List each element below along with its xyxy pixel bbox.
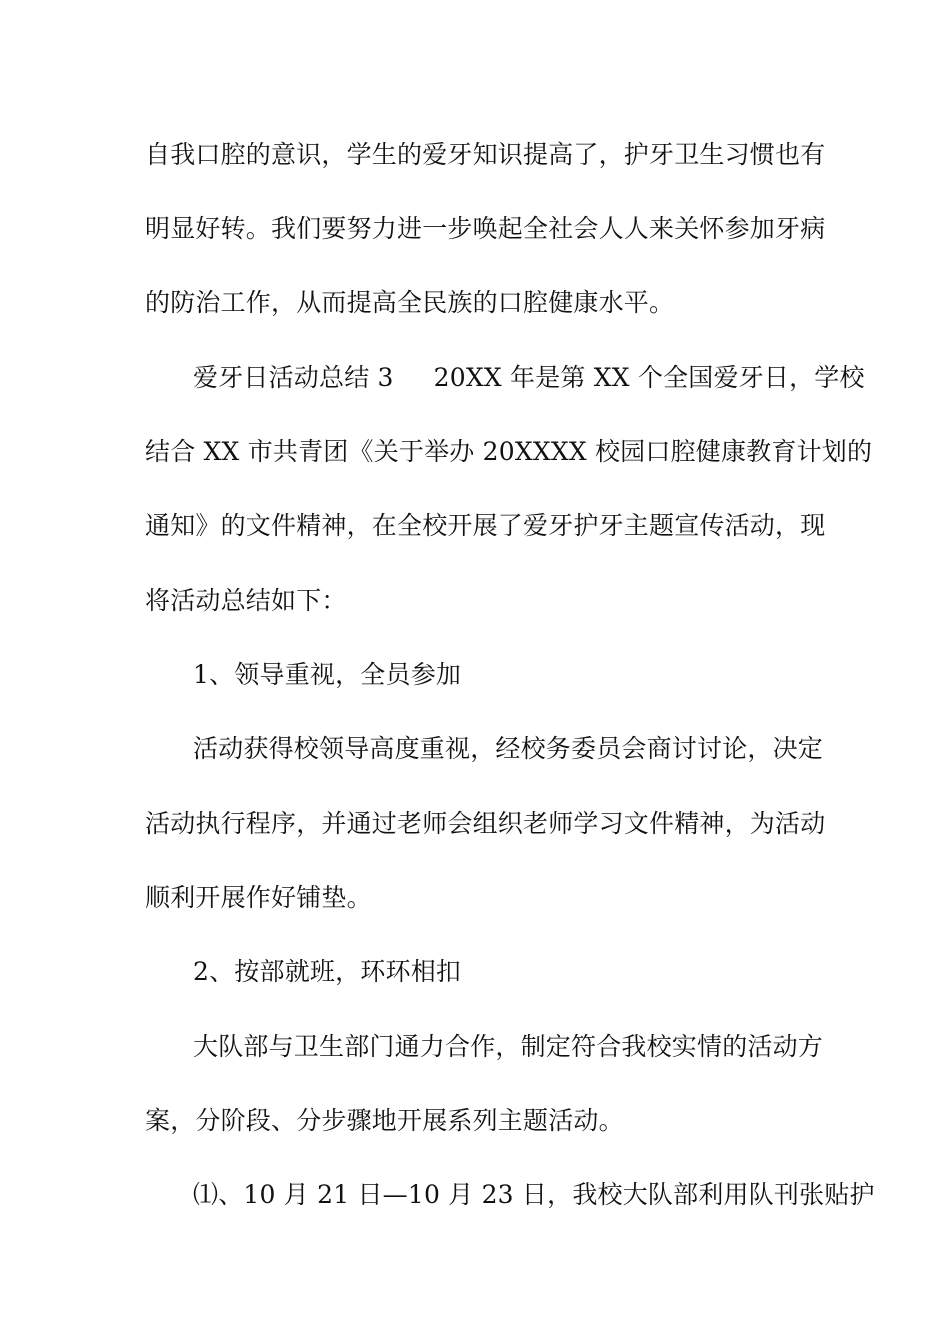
paragraph-line: 案，分阶段、分步骤地开展系列主题活动。 [145, 1106, 624, 1135]
section-heading-line [193, 361, 865, 395]
section-intro: 20XX 年是第 XX 个全国爱牙日，学校 [433, 363, 865, 392]
section-title: 爱牙日活动总结 3 [193, 363, 394, 392]
paragraph-line: 的防治工作，从而提高全民族的口腔健康水平。 [145, 288, 675, 317]
paragraph-line: 活动执行程序，并通过老师会组织老师学习文件精神，为活动 [145, 809, 826, 838]
paragraph-line: 将活动总结如下： [145, 586, 347, 615]
paragraph-line: 明显好转。我们要努力进一步唤起全社会人人来关怀参加牙病 [145, 214, 826, 243]
paragraph-line: 通知》的文件精神，在全校开展了爱牙护牙主题宣传活动，现 [145, 511, 826, 540]
paragraph-line: 活动获得校领导高度重视，经校务委员会商讨讨论，决定 [193, 734, 824, 763]
paragraph-line: 自我口腔的意识，学生的爱牙知识提高了，护牙卫生习惯也有 [145, 140, 826, 169]
subheading-line: 1、领导重视，全员参加 [193, 660, 462, 689]
paragraph-line: ⑴、10 月 21 日—10 月 23 日，我校大队部利用队刊张贴护 [193, 1180, 875, 1209]
paragraph-line: 大队部与卫生部门通力合作，制定符合我校实情的活动方 [193, 1032, 824, 1061]
paragraph-line: 顺利开展作好铺垫。 [145, 883, 372, 912]
paragraph-line: 结合 XX 市共青团《关于举办 20XXXX 校园口腔健康教育计划的 [145, 437, 873, 466]
subheading-line: 2、按部就班，环环相扣 [193, 957, 462, 986]
